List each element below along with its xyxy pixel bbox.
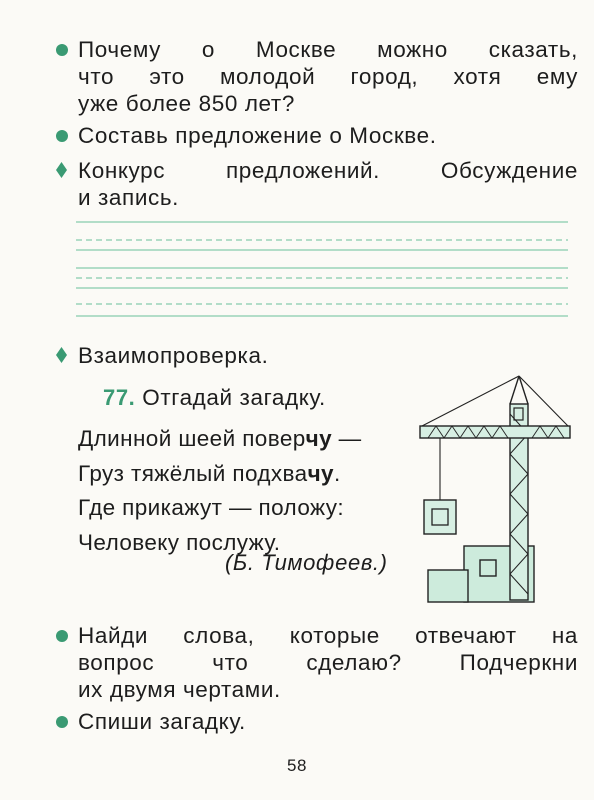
green-diamond-icon: [56, 347, 67, 363]
mutual-check: [78, 342, 578, 369]
green-diamond-icon: [56, 162, 67, 178]
question-text: Взаимопроверка.: [78, 343, 269, 368]
question-make-sentence: [78, 122, 578, 149]
task-title: Отгадай загадку.: [142, 385, 326, 410]
question-text: Спиши загадку.: [78, 709, 246, 734]
task-number: 77.: [103, 385, 136, 410]
riddle-line-3: Где прикажут — положу:: [78, 495, 345, 520]
green-dot-icon: [56, 716, 68, 728]
question-line: Почему о Москве можно сказать,: [78, 37, 578, 62]
question-line: вопрос что сделаю? Подчеркни: [78, 650, 578, 675]
page-number: 58: [287, 756, 307, 775]
riddle-line-4: Человеку послужу.: [78, 529, 281, 555]
question-line: их двумя чертами.: [78, 677, 281, 702]
tower-crane-illustration: [392, 374, 572, 606]
green-dot-icon: [56, 44, 68, 56]
green-dot-icon: [56, 130, 68, 142]
question-sentence-contest: [78, 157, 578, 211]
riddle-poem: [78, 422, 362, 560]
writing-lines: [76, 216, 568, 322]
riddle-author: (Б. Тимофеев.): [225, 550, 388, 575]
riddle-line-2: Груз тяжёлый подхвачу.: [78, 460, 341, 486]
question-line: Найди слова, которые отвечают на: [78, 623, 578, 648]
question-line: и запись.: [78, 185, 180, 210]
riddle-line-1: Длинной шеей поверчу —: [78, 426, 362, 451]
question-line: уже более 850 лет?: [78, 91, 295, 116]
question-copy-riddle: [78, 708, 578, 735]
green-dot-icon: [56, 630, 68, 642]
question-why-moscow-young: [78, 36, 578, 117]
question-find-words: [78, 622, 578, 703]
question-line: что это молодой город, хотя ему: [78, 64, 578, 89]
question-line: Конкурс предложений. Обсуждение: [78, 158, 578, 183]
question-text: Составь предложение о Москве.: [78, 123, 437, 148]
